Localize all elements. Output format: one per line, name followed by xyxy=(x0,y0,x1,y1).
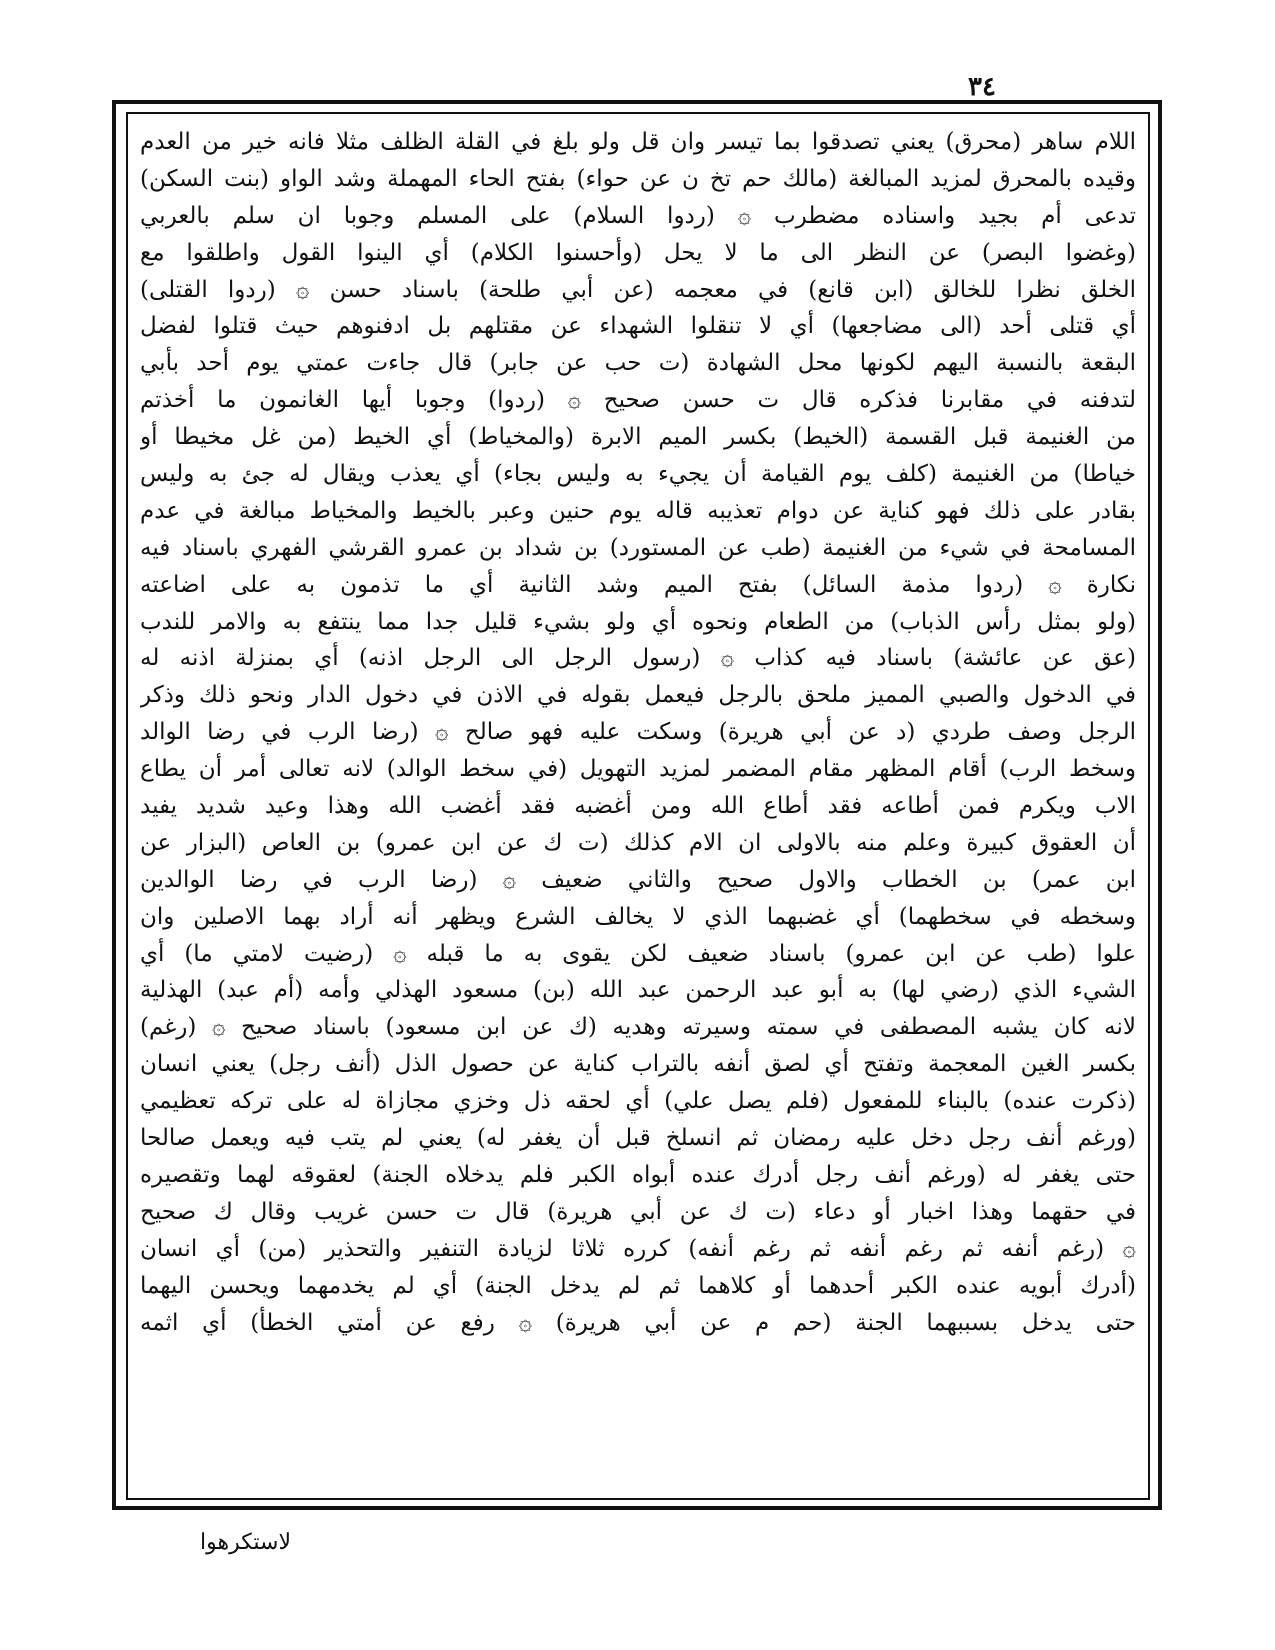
text-line: أي قتلى أحد (الى مضاجعها) أي لا تنقلوا الشهداء عن مقتلهم بل ادفنوهم حيث قتلوا لفضل xyxy=(140,313,1136,340)
text-line: (وغضوا البصر) عن النظر الى ما لا يحل (وأحسنوا الكلام) أي الينوا القول واطلقوا مع xyxy=(140,239,1136,266)
text-line: بكسر الغين المعجمة وتفتح أي لصق أنفه بالتراب كناية عن حصول الذل (أنف رجل) يعني انسان xyxy=(140,1051,1136,1078)
text-line: (عق عن عائشة) باسناد فيه كذاب ۞ (رسول الرجل الى الرجل اذنه) أي بمنزلة اذنه له xyxy=(140,645,1136,672)
text-line: بقادر على ذلك فهو كناية عن دوام تعذيبه قاله يوم حنين وعبر بالخيط والمخياط مبالغة في عدم xyxy=(140,497,1136,524)
text-line: ابن عمر) بن الخطاب والاول صحيح والثاني ضعيف ۞ (رضا الرب في رضا الوالدين xyxy=(140,866,1136,893)
page-number: ٣٤ xyxy=(968,72,996,102)
text-line: علوا (طب عن ابن عمرو) باسناد ضعيف لكن يقوى به ما قبله ۞ (رضيت لامتي ما) أي xyxy=(140,940,1136,967)
text-line: لتدفنه في مقابرنا فذكره قال ت حسن صحيح ۞ (ردوا) وجوبا أيها الغانمون ما أخذتم xyxy=(140,387,1136,414)
text-line: حتى يدخل بسببهما الجنة (حم م عن أبي هريرة) ۞ رفع عن أمتي الخطأ) أي اثمه xyxy=(140,1309,1136,1336)
text-body xyxy=(140,124,1136,1494)
text-line: ۞ (رغم أنفه ثم رغم أنفه ثم رغم أنفه) كرره ثلاثا لزيادة التنفير والتحذير (من) أي انسان xyxy=(140,1235,1136,1262)
text-line: (ورغم أنف رجل دخل عليه رمضان ثم انسلخ قبل أن يغفر له) يعني لم يتب فيه ويعمل صالحا xyxy=(140,1125,1136,1152)
text-line: وسخطه في سخطهما) أي غضبهما الذي لا يخالف الشرع ويظهر أنه أراد بهما الاصلين وان xyxy=(140,903,1136,930)
text-line: تدعى أم بجيد واسناده مضطرب ۞ (ردوا السلام) على المسلم وجوبا ان سلم بالعربي xyxy=(140,202,1136,229)
text-line: حتى يغفر له (ورغم أنف رجل أدرك عنده أبواه الكبر فلم يدخلاه الجنة) لعقوقه لهما وتقصيره xyxy=(140,1161,1136,1188)
text-line: اللام ساهر (محرق) يعني تصدقوا بما تيسر وان قل ولو بلغ في القلة الظلف مثلا فانه خير من العدم xyxy=(140,129,1136,155)
text-line: الاب ويكرم فمن أطاعه فقد أطاع الله ومن أغضبه فقد أغضب الله وهذا وعيد شديد يفيد xyxy=(140,793,1136,820)
text-line: من الغنيمة قبل القسمة (الخيط) بكسر الميم الابرة (والمخياط) أي الخيط (من غل مخيطا أو xyxy=(140,424,1136,451)
text-line: الرجل وصف طردي (د عن أبي هريرة) وسكت عليه فهو صالح ۞ (رضا الرب في رضا الوالد xyxy=(140,719,1136,746)
text-line: أن العقوق كبيرة وعلم منه بالاولى ان الام كذلك (ت ك عن ابن عمرو) بن العاص (البزار عن xyxy=(140,829,1136,856)
catchword: لاستكرهوا xyxy=(200,1530,291,1555)
text-line: وقيده بالمحرق لمزيد المبالغة (مالك حم تخ ن عن حواء) بفتح الحاء المهملة وشد الواو (بنت السكن) xyxy=(140,165,1136,192)
text-line: الخلق نظرا للخالق (ابن قانع) في معجمه (عن أبي طلحة) باسناد حسن ۞ (ردوا القتلى) xyxy=(140,276,1136,303)
text-line: في حقهما وهذا اخبار أو دعاء (ت ك عن أبي هريرة) قال ت حسن غريب وقال ك صحيح xyxy=(140,1198,1136,1225)
text-line: البقعة بالنسبة اليهم لكونها محل الشهادة (ت حب عن جابر) قال جاءت عمتي يوم أحد بأبي xyxy=(140,350,1136,377)
text-line: المسامحة في شيء من الغنيمة (طب عن المستورد) بن شداد بن عمرو القرشي الفهري باسناد فيه xyxy=(140,534,1136,561)
text-line: نكارة ۞ (ردوا مذمة السائل) بفتح الميم وشد الثانية أي ما تذمون به على اضاعته xyxy=(140,571,1136,598)
text-line: خياطا) من الغنيمة (كلف يوم القيامة أن يجيء به وليس بجاء) أي يعذب ويقال له جئ به وليس xyxy=(140,461,1136,488)
text-line: وسخط الرب) أقام المظهر مقام المضمر لمزيد التهويل (في سخط الوالد) لانه تعالى أمر أن يطاع xyxy=(140,756,1136,783)
text-line: (أدرك أبويه عنده الكبر أحدهما أو كلاهما ثم لم يدخل الجنة) أي لم يخدمهما ويحسن اليهما xyxy=(140,1272,1136,1299)
text-line: (ولو بمثل رأس الذباب) من الطعام ونحوه أي ولو بشيء قليل جدا مما ينتفع به والامر للندب xyxy=(140,608,1136,635)
text-line: لانه كان يشبه المصطفى في سمته وسيرته وهديه (ك عن ابن مسعود) باسناد صحيح ۞ (رغم) xyxy=(140,1014,1136,1041)
text-line: في الدخول والصبي المميز ملحق بالرجل فيعمل بقوله في الاذن في دخول الدار ونحو ذلك وذكر xyxy=(140,682,1136,709)
text-line: (ذكرت عنده) بالبناء للمفعول (فلم يصل علي) أي لحقه ذل وخزي مجازاة له على تركه تعظيمي xyxy=(140,1088,1136,1115)
text-line: الشيء الذي (رضي لها) به أبو عبد الرحمن عبد الله (بن) مسعود الهذلي وأمه (أم عبد) الهذلية xyxy=(140,977,1136,1004)
